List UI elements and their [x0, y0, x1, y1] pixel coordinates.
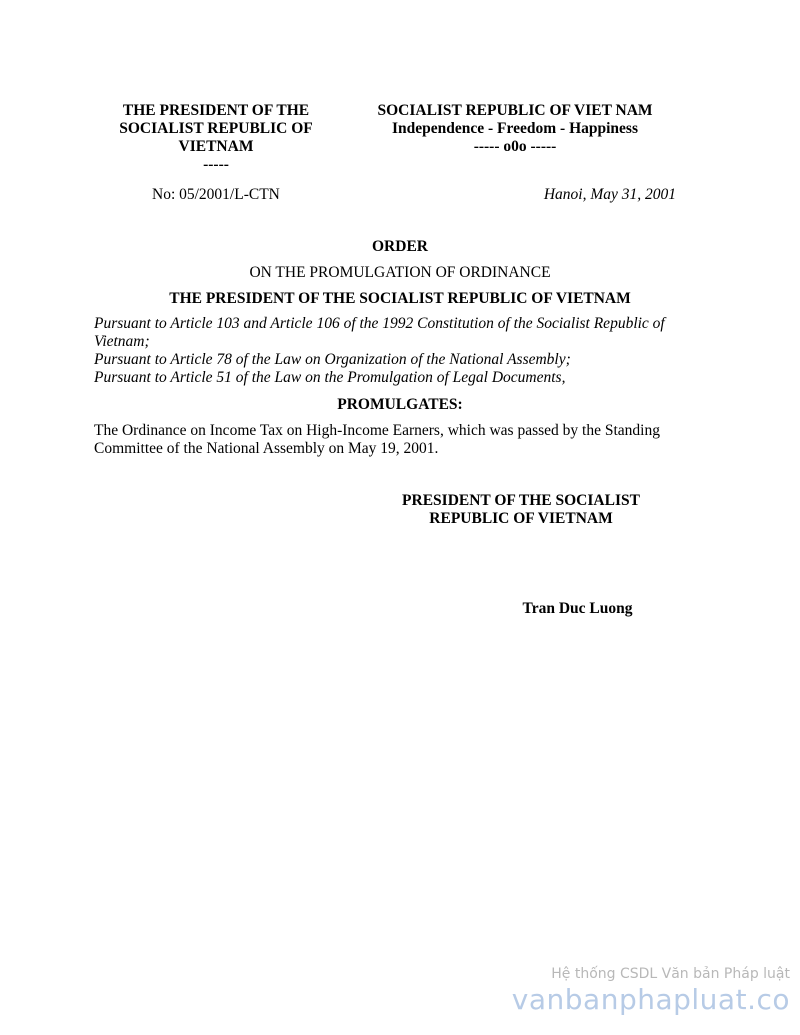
national-motto: Independence - Freedom - Happiness [391, 120, 638, 137]
document-subtitle: ON THE PROMULGATION OF ORDINANCE [249, 264, 551, 281]
signatory-title-line: PRESIDENT OF THE SOCIALIST [402, 492, 640, 509]
watermark-tagline: Hệ thống CSDL Văn bản Pháp luật [551, 966, 790, 982]
order-body-text: The Ordinance on Income Tax on High-Income Earners, which was passed by the Standing Committee of the National Assembly on May 19, 2001. [94, 422, 660, 457]
issuer-header-block [100, 102, 332, 174]
watermark [512, 965, 790, 1017]
issuer-header-line: VIETNAM [178, 138, 254, 155]
issuer-header-divider: ----- [203, 156, 229, 173]
issuer-header-line: SOCIALIST REPUBLIC OF [119, 120, 313, 137]
document-title: ORDER [372, 238, 428, 255]
issuer-header-line: THE PRESIDENT OF THE [122, 102, 310, 119]
issuing-authority: THE PRESIDENT OF THE SOCIALIST REPUBLIC OF VIETNAM [169, 290, 631, 307]
signatory-title-line: REPUBLIC OF VIETNAM [429, 510, 613, 527]
signatory-title [380, 492, 662, 528]
document-number: No: 05/2001/L-CTN [152, 186, 280, 203]
national-header-divider: ----- o0o ----- [473, 138, 557, 155]
promulgates-heading: PROMULGATES: [337, 396, 463, 413]
signatory-name: Tran Duc Luong [522, 600, 633, 617]
document-date: Hanoi, May 31, 2001 [543, 186, 676, 203]
legal-basis-block [94, 315, 694, 387]
national-name: SOCIALIST REPUBLIC OF VIET NAM [377, 102, 653, 119]
watermark-site: vanbanphapluat.co [511, 983, 790, 1016]
national-header-block [360, 102, 670, 156]
legal-basis-item: Pursuant to Article 103 and Article 106 of the 1992 Constitution of the Socialist Republic of Vietnam; [94, 315, 665, 350]
legal-basis-item: Pursuant to Article 51 of the Law on the Promulgation of Legal Documents, [94, 369, 566, 386]
legal-basis-item: Pursuant to Article 78 of the Law on Organization of the National Assembly; [94, 351, 571, 368]
